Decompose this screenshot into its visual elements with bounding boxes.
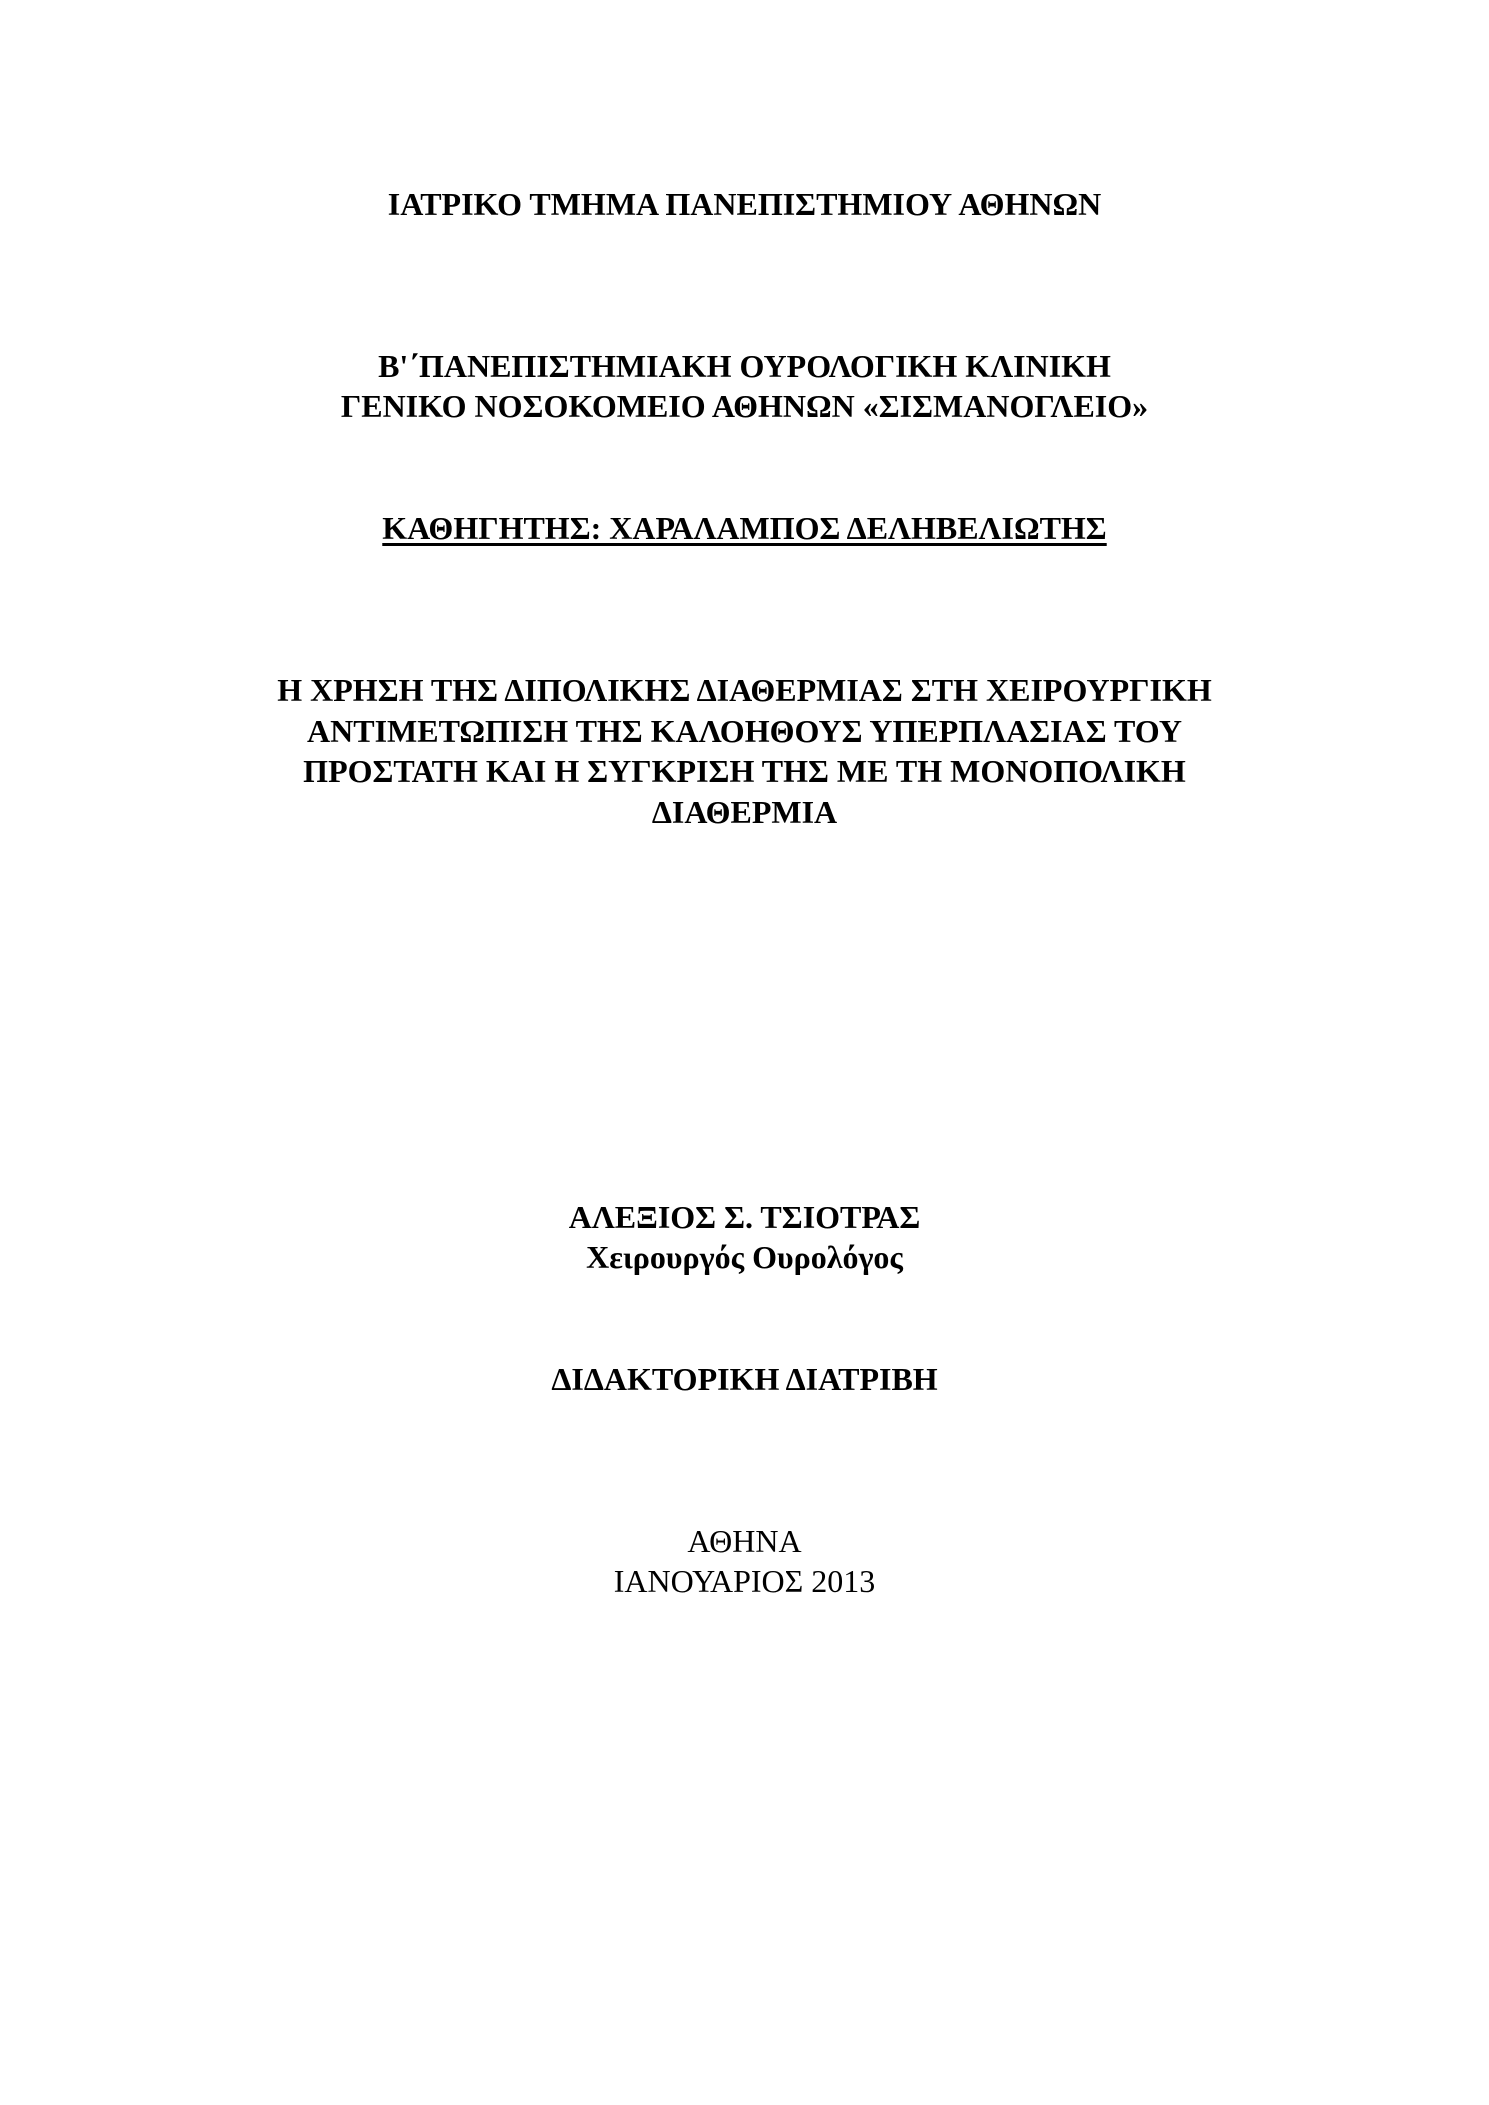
professor-line: ΚΑΘΗΓΗΤΗΣ: ΧΑΡΑΛΑΜΠΟΣ ΔΕΛΗΒΕΛΙΩΤΗΣ <box>382 510 1107 546</box>
author-role: Χειρουργός Ουρολόγος <box>586 1239 903 1275</box>
document-type: ΔΙΔΑΚΤΟΡΙΚΗ ΔΙΑΤΡΙΒΗ <box>551 1361 938 1397</box>
thesis-title-line: Η ΧΡΗΣΗ ΤΗΣ ΔΙΠΟΛΙΚΗΣ ΔΙΑΘΕΡΜΙΑΣ ΣΤΗ ΧΕΙΡΟΥΡΓΙΚΗ <box>277 672 1212 708</box>
clinic-name: Β'΄ΠΑΝΕΠΙΣΤΗΜΙΑΚΗ ΟΥΡΟΛΟΓΙΚΗ ΚΛΙΝΙΚΗ <box>378 348 1111 384</box>
thesis-title-line: ΔΙΑΘΕΡΜΙΑ <box>651 794 838 830</box>
date: ΙΑΝΟΥΑΡΙΟΣ 2013 <box>613 1563 876 1599</box>
city: ΑΘΗΝΑ <box>687 1523 802 1559</box>
thesis-title-line: ΠΡΟΣΤΑΤΗ ΚΑΙ Η ΣΥΓΚΡΙΣΗ ΤΗΣ ΜΕ ΤΗ ΜΟΝΟΠΟΛΙΚΗ <box>303 753 1186 789</box>
thesis-title-line: ΑΝΤΙΜΕΤΩΠΙΣΗ ΤΗΣ ΚΑΛΟΗΘΟΥΣ ΥΠΕΡΠΛΑΣΙΑΣ ΤΟΥ <box>307 713 1182 749</box>
author-name: ΑΛΕΞΙΟΣ Σ. ΤΣΙΟΤΡΑΣ <box>568 1199 921 1235</box>
university-department: ΙΑΤΡΙΚΟ ΤΜΗΜΑ ΠΑΝΕΠΙΣΤΗΜΙΟΥ ΑΘΗΝΩΝ <box>387 186 1102 222</box>
hospital-name: ΓΕΝΙΚΟ ΝΟΣΟΚΟΜΕΙΟ ΑΘΗΝΩΝ «ΣΙΣΜΑΝΟΓΛΕΙΟ» <box>340 388 1149 424</box>
